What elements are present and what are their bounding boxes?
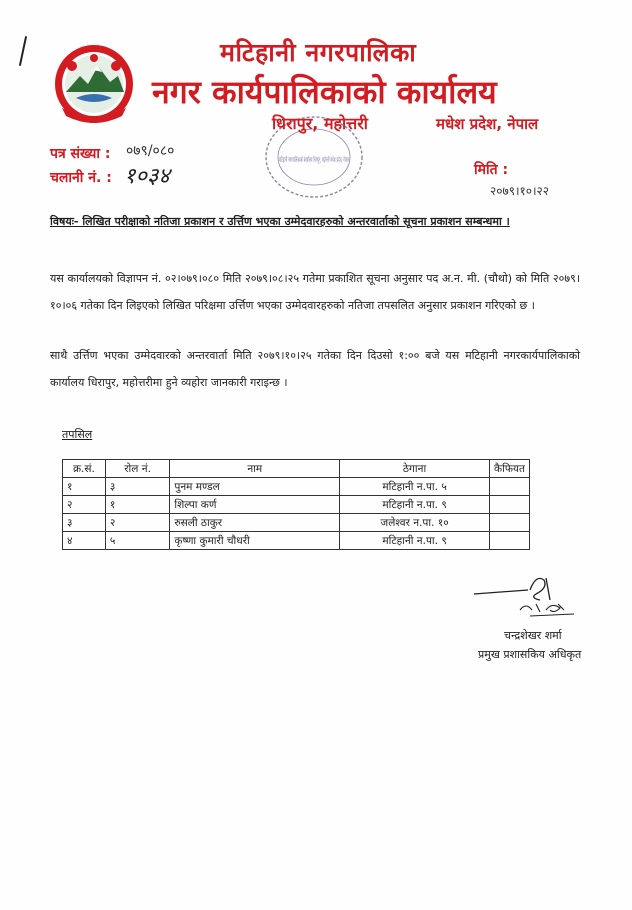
chalani-value: १०३४ [124, 164, 170, 189]
table-label: तपसिल [62, 428, 93, 441]
cell-remarks [490, 514, 530, 532]
signatory-post: प्रमुख प्रशासकिय अधिकृत [478, 648, 582, 661]
table-row [63, 532, 530, 550]
header-address: ठेगाना [340, 460, 490, 478]
cell-roll: २ [105, 514, 170, 532]
handwritten-signature [470, 570, 580, 620]
subject-line: विषयः- लिखित परीक्षाको नतिजा प्रकाशन र उर्त्तिण भएका उम्मेदवारहरुको अन्तरवार्ताको सूचना प्रकाशन सम्बन्धमा । [50, 215, 510, 228]
table-header-row [63, 460, 530, 478]
stamp-text: मटिहानी नगरपालिकाको कार्यालय धिरापुर, महोत्तरी मधेश प्रदेश, नेपाल [279, 156, 457, 164]
header-sn: क्र.सं. [63, 460, 106, 478]
cell-remarks [490, 478, 530, 496]
cell-name: पुनम मण्डल [170, 478, 340, 496]
chalani-label: चलानी नं. : [50, 170, 112, 186]
cell-sn: ३ [63, 514, 106, 532]
cell-address: मटिहानी न.पा. ९ [340, 496, 490, 514]
cell-sn: १ [63, 478, 106, 496]
table-row [63, 496, 530, 514]
body-paragraph-2: साथै उर्त्तिण भएका उम्मेदवारको अन्तरवार्ता मिति २०७९।१०।२५ गतेका दिन दिउसो १:०० बजे यस मटिहानी नगरकार्यपालिकाको कार्यालय धिरापुर, महोत्तरीमा हुने व्यहोरा जानकारी गराइन्छ । [50, 349, 580, 389]
pen-mark [19, 36, 27, 66]
cell-name: रुसली ठाकुर [170, 514, 340, 532]
patra-value: ०७९/०८० [126, 143, 175, 159]
office-title: नगर कार्यपालिकाको कार्यालय [152, 73, 497, 111]
municipality-name: मटिहानी नगरपालिका [220, 38, 417, 67]
cell-address: जलेश्वर न.पा. १० [340, 514, 490, 532]
cell-remarks [490, 496, 530, 514]
cell-name: कृष्णा कुमारी चौधरी [170, 532, 340, 550]
cell-roll: ५ [105, 532, 170, 550]
cell-address: मटिहानी न.पा. ५ [340, 478, 490, 496]
header-name: नाम [170, 460, 340, 478]
date-label: मिति : [474, 162, 509, 178]
cell-name: शिल्पा कर्ण [170, 496, 340, 514]
header-remarks: कैफियत [490, 460, 530, 478]
date-value: २०७९।१०।२२ [490, 184, 550, 198]
table-row [63, 478, 530, 496]
province-address: मधेश प्रदेश, नेपाल [436, 115, 539, 133]
cell-sn: २ [63, 496, 106, 514]
nepal-emblem-icon [52, 42, 136, 126]
cell-roll: १ [105, 496, 170, 514]
header-roll: रोल नं. [105, 460, 170, 478]
table-row [63, 514, 530, 532]
body-paragraph-1: यस कार्यालयको विज्ञापन नं. ०२।०७९।०८० मिति २०७९।०८।२५ गतेमा प्रकाशित सूचना अनुसार पद अ.न. मी. (चौथो) को मिति २०७९।१०।०६ गतेका दिन लिइएको लिखित परिक्षमा उर्त्तिण भएका उम्मेदवारहरुको नतिजा तपसलित अनुसार प्रकाशन गरिएको छ । [50, 272, 580, 312]
results-table [62, 459, 530, 550]
cell-sn: ४ [63, 532, 106, 550]
cell-address: मटिहानी न.पा. ९ [340, 532, 490, 550]
patra-label: पत्र संख्या : [50, 146, 111, 162]
cell-remarks [490, 532, 530, 550]
signatory-name: चन्द्रशेखर शर्मा [504, 629, 562, 642]
cell-roll: ३ [105, 478, 170, 496]
office-address: धिरापुर, महोत्तरी [272, 114, 368, 133]
